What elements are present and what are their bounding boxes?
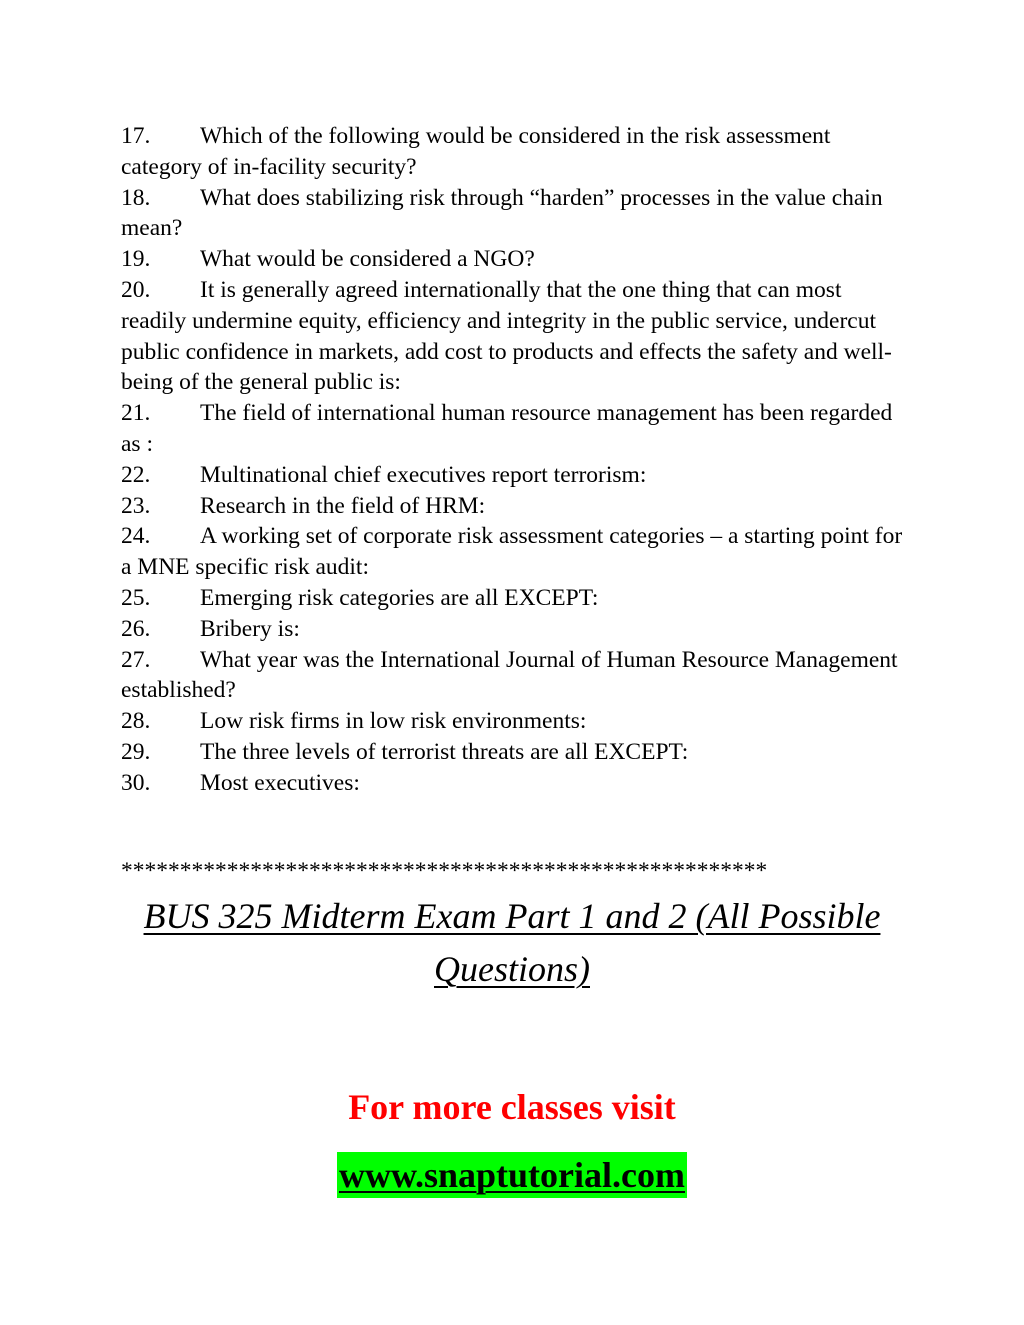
question-text: What does stabilizing risk through “harden” processes in the value chain mean?	[121, 184, 883, 242]
question-item	[121, 583, 911, 614]
question-item	[121, 183, 911, 245]
exam-title-link[interactable]: BUS 325 Midterm Exam Part 1 and 2 (All Possible Questions)	[143, 896, 881, 989]
question-text: Low risk firms in low risk environments:	[200, 708, 587, 735]
question-item	[121, 491, 911, 522]
question-number: 24.	[121, 523, 151, 550]
question-item	[121, 521, 911, 583]
question-text: The three levels of terrorist threats are all EXCEPT:	[200, 738, 689, 765]
question-number: 21.	[121, 400, 151, 427]
question-list	[121, 121, 911, 799]
question-text: Most executives:	[200, 769, 360, 796]
question-item	[121, 737, 911, 768]
question-number: 26.	[121, 615, 151, 642]
question-item	[121, 706, 911, 737]
question-number: 29.	[121, 738, 151, 765]
question-item	[121, 614, 911, 645]
question-text: What year was the International Journal of Human Resource Management established?	[121, 646, 898, 704]
question-number: 30.	[121, 769, 151, 796]
question-item	[121, 244, 911, 275]
question-number: 27.	[121, 646, 151, 673]
question-text: The field of international human resource management has been regarded as :	[121, 400, 893, 457]
question-text: Multinational chief executives report terrorism:	[200, 461, 647, 488]
question-item	[121, 768, 911, 799]
question-text: It is generally agreed internationally that the one thing that can most readily undermine equity, efficiency and integrity in the public service, undercut public confidence in markets, add cost to products and effects the safety and well-being of the general public is:	[121, 276, 892, 396]
question-text: Emerging risk categories are all EXCEPT:	[200, 584, 599, 611]
site-link-container	[112, 1152, 912, 1198]
question-text: Which of the following would be considered in the risk assessment category of in-facility security?	[121, 123, 831, 180]
question-number: 22.	[121, 461, 151, 488]
asterisk-divider: *******************************************************	[121, 858, 768, 884]
question-item	[121, 645, 911, 707]
question-text: Bribery is:	[200, 615, 300, 642]
question-number: 25.	[121, 584, 151, 611]
question-number: 28.	[121, 708, 151, 735]
question-text: What would be considered a NGO?	[200, 246, 535, 273]
question-number: 17.	[121, 123, 151, 149]
visit-label: For more classes visit	[348, 1087, 676, 1127]
site-link[interactable]: www.snaptutorial.com	[337, 1152, 687, 1198]
question-item	[121, 398, 911, 460]
question-item	[121, 460, 911, 491]
question-text: A working set of corporate risk assessment categories – a starting point for a MNE specific risk audit:	[121, 523, 903, 581]
question-number: 19.	[121, 246, 151, 273]
question-number: 18.	[121, 184, 151, 211]
question-number: 23.	[121, 492, 151, 519]
question-text: Research in the field of HRM:	[200, 492, 486, 519]
question-number: 20.	[121, 276, 151, 303]
question-item	[121, 275, 911, 398]
question-item	[121, 121, 911, 183]
